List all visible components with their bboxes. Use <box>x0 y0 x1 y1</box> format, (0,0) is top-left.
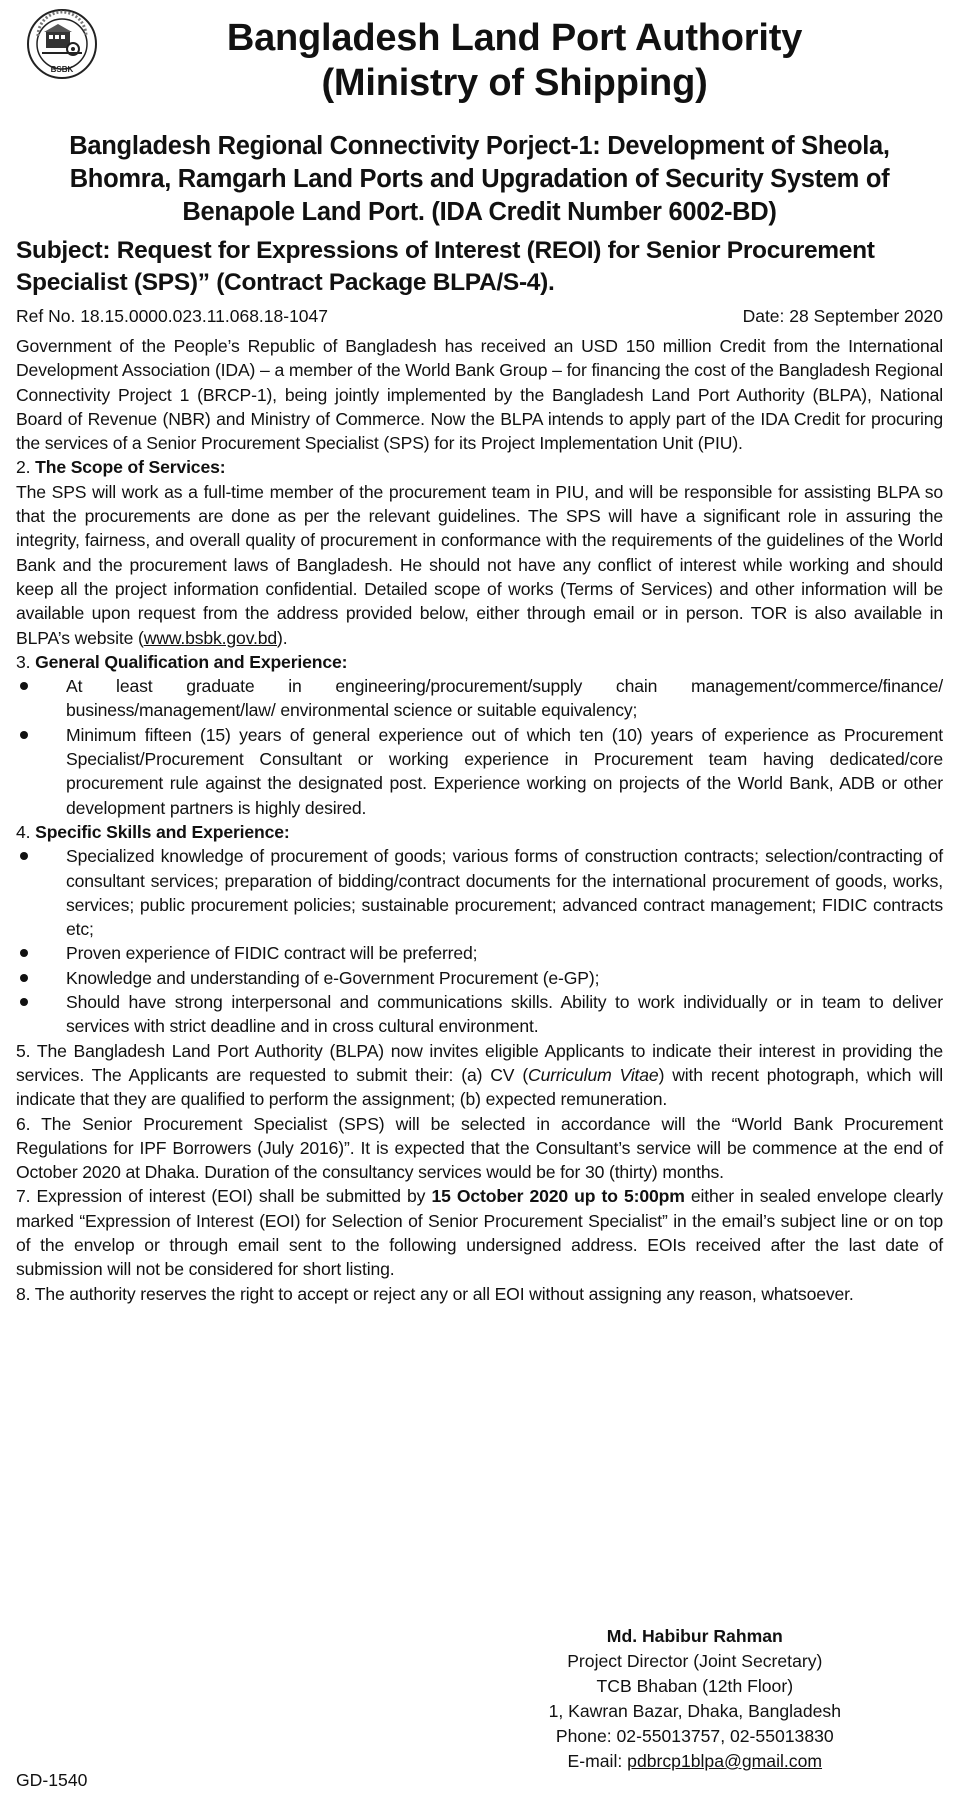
bullet-icon <box>20 852 28 860</box>
signature-block <box>549 1624 841 1774</box>
website-link[interactable]: www.bsbk.gov.bd <box>143 627 278 648</box>
bullet-icon <box>20 949 28 957</box>
qualification-item: Minimum fifteen (15) years of general experience out of which ten (10) years of experience as Procurement Specialist/Procurement Consultant or working experience in Procurement team having dedicated/core procurement rule against the designated post. Experience working on projects of the World Bank, ADB or other development partners is highly desired. <box>66 724 943 818</box>
p5-text-after: ) with recent photograph, which will indicate that they are qualified to perform the assignment; (b) expected remuneration. <box>16 1064 943 1110</box>
skills-item: Should have strong interpersonal and communications skills. Ability to work individually or in team to deliver services with strict deadline and in cross cultural environment. <box>66 992 943 1037</box>
paragraph-7 <box>16 1184 943 1281</box>
scope-num: 2. <box>16 457 31 478</box>
notice-date: Date: 28 September 2020 <box>742 306 943 326</box>
scope-paragraph <box>16 480 943 650</box>
bullet-icon <box>20 974 28 982</box>
p5-italic: Curriculum Vitae <box>528 1064 659 1085</box>
org-name: Bangladesh Land Port Authority <box>226 17 803 59</box>
qualification-heading <box>16 650 943 674</box>
notice-body <box>16 334 943 1306</box>
bsbk-logo-icon <box>26 8 98 80</box>
gd-code: GD-1540 <box>16 1770 88 1790</box>
list-item <box>16 844 943 941</box>
reference-number: Ref No. 18.15.0000.023.11.068.18-1047 <box>16 306 329 326</box>
ministry-name: (Ministry of Shipping) <box>321 62 708 104</box>
signatory-address: 1, Kawran Bazar, Dhaka, Bangladesh <box>548 1701 841 1721</box>
skills-item: Specialized knowledge of procurement of goods; various forms of construction contracts; selection/contracting of consultant services; preparation of bidding/contract documents for the international procurement of goods, works, services; public procurement policies; sustainable procurement; advanced contract management; FIDIC contracts etc; <box>66 846 943 940</box>
skills-heading <box>16 820 943 844</box>
skills-list <box>16 844 943 1038</box>
qualification-title: General Qualification and Experience: <box>35 651 348 672</box>
project-title: Bangladesh Regional Connectivity Porject-1: Development of Sheola, Bhomra, Ramgarh Land Ports and Upgradation of Security System of Benapole Land Port. (IDA Credit Number 6002-BD) <box>69 132 890 226</box>
p5-text-before: 5. The Bangladesh Land Port Authority (BLPA) now invites eligible Applicants to indicate their interest in providing the services. The Applicants are requested to submit their: (a) CV ( <box>16 1040 943 1085</box>
paragraph-6: 6. The Senior Procurement Specialist (SPS) will be selected in accordance will the “World Bank Procurement Regulations for IPF Borrowers (July 2016)”. It is expected that the Consultant’s service will be commence at the end of October 2020 at Dhaka. Duration of the consultancy services would be for 30 (thirty) months. <box>16 1113 943 1183</box>
skills-num: 4. <box>16 821 31 842</box>
p7-text-after: either in sealed envelope clearly marked “Expression of Interest (EOI) for Selection of Senior Procurement Specialist” in the email’s subject line or on top of the envelop or through email sent to the following undersigned address. EOIs received after the last date of submission will not be considered for short listing. <box>16 1186 943 1280</box>
bullet-icon <box>20 731 28 739</box>
organization-title <box>16 16 943 106</box>
list-item <box>16 723 943 820</box>
email-label: E-mail: <box>567 1751 628 1771</box>
paragraph-8: 8. The authority reserves the right to accept or reject any or all EOI without assigning any reason, whatsoever. <box>16 1283 854 1304</box>
skills-item: Proven experience of FIDIC contract will be preferred; <box>66 943 478 964</box>
qualification-num: 3. <box>16 651 31 672</box>
email-link[interactable]: pdbrcp1blpa@gmail.com <box>627 1751 823 1771</box>
qualification-item: At least graduate in engineering/procurement/supply chain management/commerce/finance/ business/management/law/ environmental science or suitable equivalency; <box>66 676 943 721</box>
reference-row <box>16 305 943 328</box>
signatory-phone: Phone: 02-55013757, 02-55013830 <box>555 1726 834 1746</box>
submission-deadline: 15 October 2020 up to 5:00pm <box>431 1186 685 1207</box>
list-item <box>16 966 943 990</box>
subject-line: Subject: Request for Expressions of Interest (REOI) for Senior Procurement Specialist (SPS)” (Contract Package BLPA/S-4). <box>16 237 875 296</box>
signatory-building: TCB Bhaban (12th Floor) <box>596 1676 794 1696</box>
list-item <box>16 674 943 723</box>
list-item <box>16 990 943 1039</box>
p7-text-before: 7. Expression of interest (EOI) shall be submitted by <box>16 1186 432 1207</box>
scope-heading <box>16 455 943 479</box>
qualification-list <box>16 674 943 820</box>
intro-paragraph: Government of the People’s Republic of Bangladesh has received an USD 150 million Credit from the International Development Association (IDA) – a member of the World Bank Group – for financing the cost of the Bangladesh Regional Connectivity Project 1 (BRCP-1), being jointly implemented by the Bangladesh Land Port Authority (BLPA), National Board of Revenue (NBR) and Ministry of Commerce. Now the BLPA intends to apply part of the IDA Credit for procuring the services of a Senior Procurement Specialist (SPS) for its Project Implementation Unit (PIU). <box>16 336 943 454</box>
skills-title: Specific Skills and Experience: <box>35 821 290 842</box>
scope-title: The Scope of Services: <box>35 457 226 478</box>
bullet-icon <box>20 682 28 690</box>
bullet-icon <box>20 998 28 1006</box>
skills-item: Knowledge and understanding of e-Government Procurement (e-GP); <box>66 967 600 988</box>
website-close: ). <box>277 627 288 648</box>
list-item <box>16 941 943 965</box>
scope-text: The SPS will work as a full-time member of the procurement team in PIU, and will be responsible for assisting BLPA so that the procurements are done as per the relevant guidelines. The SPS will have a significant role in assuring the integrity, fairness, and overall quality of procurement in conformance with the requirements of the guidelines of the World Bank and the procurement laws of Bangladesh. He should not have any conflict of interest while working and should keep all the project information confidential. Detailed scope of works (Terms of Services) and other information will be available upon request from the address provided below, either through email or in person. TOR is also available in BLPA’s website <box>16 481 943 648</box>
signatory-title: Project Director (Joint Secretary) <box>567 1651 823 1671</box>
signatory-name: Md. Habibur Rahman <box>606 1626 783 1646</box>
website-open: ( <box>137 627 144 648</box>
paragraph-5 <box>16 1039 943 1112</box>
signatory-email-row <box>549 1749 841 1774</box>
svg-text:BSBK: BSBK <box>50 65 74 74</box>
